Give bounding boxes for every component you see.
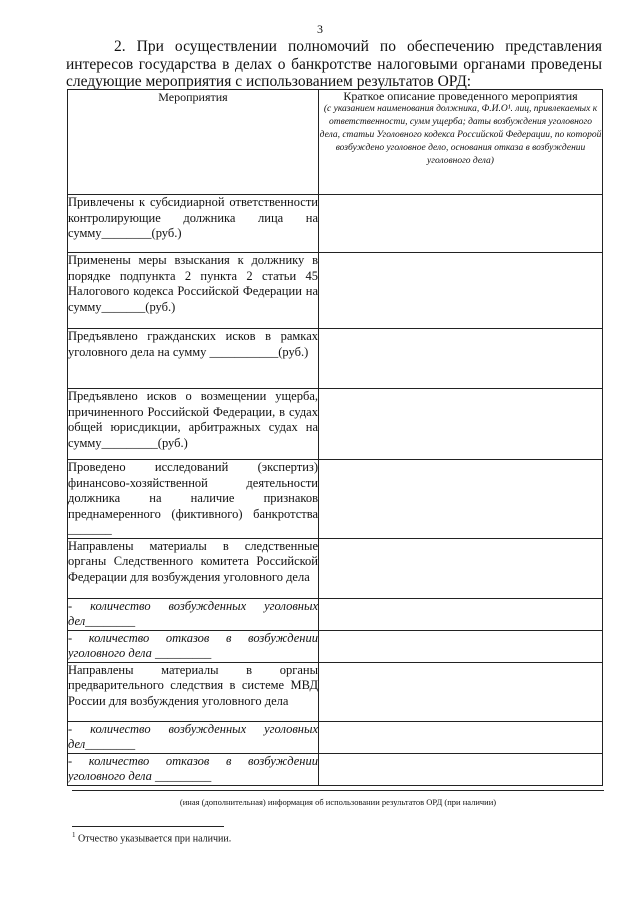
description-cell[interactable]	[319, 721, 603, 753]
table-row	[68, 753, 603, 785]
table-row	[68, 460, 603, 539]
measure-cell: Направлены материалы в следственные органы Следственного комитета Российской Федерации для возбуждения уголовного дела	[68, 538, 319, 598]
measure-cell: Привлечены к субсидиарной ответственности контролирующие должника лица на сумму________(руб.)	[68, 195, 319, 253]
header-description	[319, 90, 603, 195]
header-description-note: (с указанием наименования должника, Ф.И.О¹. лиц, привлекаемых к ответственности, сумм ущерба; даты возбуждения уголовного дела, статьи Уголовного кодекса Российской Федерации, по которой возбуждено уголовное дело, основания отказа в возбуждении уголовного дела)	[319, 104, 602, 166]
table-row	[68, 721, 603, 753]
table-row	[68, 630, 603, 662]
description-cell[interactable]	[319, 753, 603, 785]
description-cell[interactable]	[319, 389, 603, 460]
description-cell[interactable]	[319, 538, 603, 598]
additional-info-line[interactable]	[72, 790, 604, 791]
footnote-mark: 1	[72, 831, 76, 839]
measure-cell: - количество возбужденных уголовных дел________	[68, 598, 318, 628]
table-row	[68, 389, 603, 460]
measure-cell: Предъявлено исков о возмещении ущерба, причиненного Российской Федерации, в судах общей юрисдикции, арбитражных судах на сумму_________(руб.)	[68, 389, 319, 460]
description-cell[interactable]	[319, 630, 603, 662]
description-cell[interactable]	[319, 253, 603, 329]
table-row	[68, 253, 603, 329]
description-cell[interactable]	[319, 460, 603, 539]
measure-cell: Применены меры взыскания к должнику в порядке подпункта 2 пункта 2 статьи 45 Налогового кодекса Российской Федерации на сумму_______(руб.)	[68, 253, 319, 329]
description-cell[interactable]	[319, 195, 603, 253]
description-cell[interactable]	[319, 329, 603, 389]
header-measures: Мероприятия	[68, 90, 319, 195]
measure-cell: - количество отказов в возбуждении уголовного дела _________	[68, 753, 318, 783]
measure-cell: - количество отказов в возбуждении уголовного дела _________	[68, 630, 318, 660]
page-number: 3	[317, 22, 323, 36]
footnote	[72, 831, 231, 844]
measure-cell: Направлены материалы в органы предварительного следствия в системе МВД России для возбуждения уголовного дела	[68, 662, 319, 721]
table-row	[68, 662, 603, 721]
description-cell[interactable]	[319, 598, 603, 630]
measure-cell: Предъявлено гражданских исков в рамках уголовного дела на сумму ___________(руб.)	[68, 329, 319, 389]
table-row	[68, 195, 603, 253]
table-row	[68, 538, 603, 598]
intro-paragraph: 2. При осуществлении полномочий по обеспечению представления интересов государства в делах о банкротстве налоговыми органами проведены следующие мероприятия с использованием результатов ОРД:	[66, 38, 602, 90]
description-cell[interactable]	[319, 662, 603, 721]
table-header-row	[68, 90, 603, 195]
measure-cell: Проведено исследований (экспертиз) финансово-хозяйственной деятельности должника на наличие признаков преднамеренного (фиктивного) банкротства _______	[68, 460, 318, 536]
measures-table	[67, 89, 603, 786]
table-row	[68, 598, 603, 630]
footnote-separator	[72, 826, 224, 827]
table-row	[68, 329, 603, 389]
header-description-title: Краткое описание проведенного мероприятия	[343, 89, 578, 103]
measure-cell: - количество возбужденных уголовных дел________	[68, 721, 318, 751]
additional-info-caption: (иная (дополнительная) информация об использовании результатов ОРД (при наличии)	[179, 797, 497, 807]
footnote-text: Отчество указывается при наличии.	[78, 833, 232, 845]
